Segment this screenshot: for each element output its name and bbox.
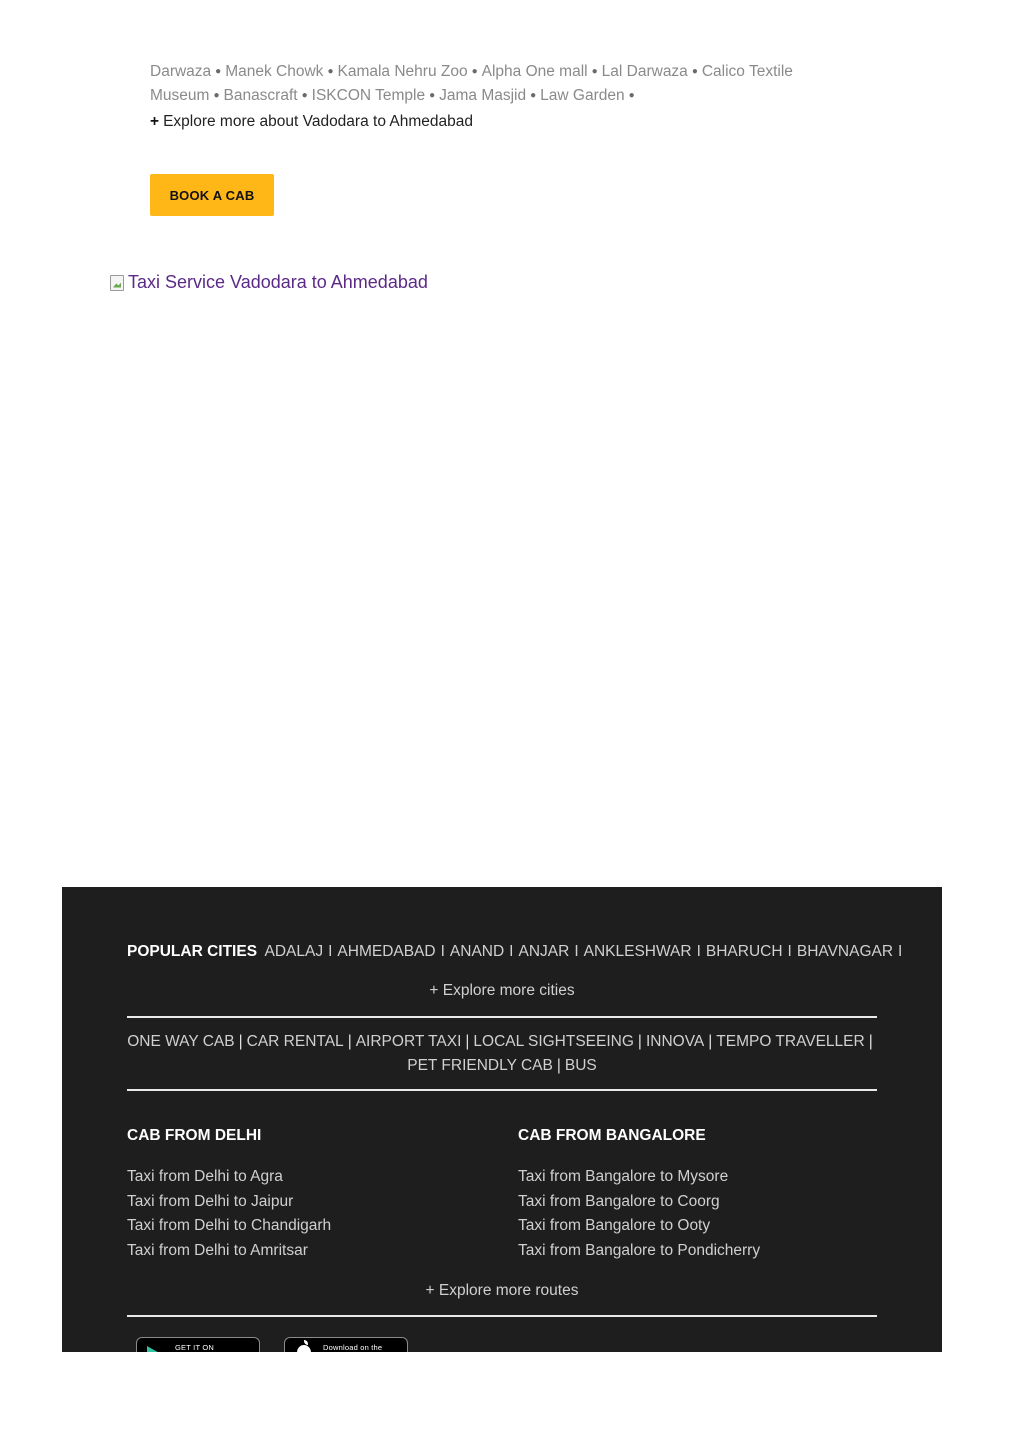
attraction-link[interactable]: ISKCON Temple: [311, 87, 426, 104]
attraction-link[interactable]: Darwaza: [150, 63, 212, 80]
route-link[interactable]: Taxi from Bangalore to Ooty: [518, 1217, 711, 1234]
city-separator: I: [440, 943, 445, 960]
cab-from-bangalore-heading: CAB FROM BANGALORE: [518, 1127, 706, 1144]
bullet-separator: ●: [691, 66, 698, 77]
bullet-separator: ●: [213, 90, 220, 101]
bullet-separator: ●: [471, 66, 478, 77]
attraction-link[interactable]: Jama Masjid: [439, 87, 527, 104]
footer-divider: [127, 1089, 877, 1091]
bullet-separator: ●: [215, 66, 222, 77]
explore-more-label: Explore more about Vadodara to Ahmedabad: [163, 113, 473, 130]
attraction-link[interactable]: Manek Chowk: [225, 63, 324, 80]
explore-more-routes-link[interactable]: + Explore more routes: [425, 1282, 579, 1299]
city-link[interactable]: AHMEDABAD: [337, 943, 436, 960]
attraction-link[interactable]: Kamala Nehru Zoo: [337, 63, 468, 80]
attraction-link[interactable]: Banascraft: [223, 87, 298, 104]
book-a-cab-button[interactable]: BOOK A CAB: [150, 174, 274, 216]
service-link[interactable]: BUS: [564, 1057, 597, 1074]
route-image-alt-text: Taxi Service Vadodara to Ahmedabad: [128, 272, 428, 292]
cab-from-delhi-heading: CAB FROM DELHI: [127, 1127, 262, 1144]
delhi-routes-list: [127, 1165, 331, 1263]
route-link[interactable]: Taxi from Bangalore to Mysore: [518, 1168, 729, 1185]
service-separator: |: [556, 1057, 561, 1074]
bullet-separator: ●: [301, 90, 308, 101]
service-separator: |: [347, 1033, 352, 1050]
service-link[interactable]: PET FRIENDLY CAB: [407, 1057, 553, 1074]
explore-more-cities-link[interactable]: + Explore more cities: [429, 982, 575, 999]
broken-image-icon: [110, 275, 124, 291]
app-store-badge[interactable]: [284, 1337, 408, 1352]
apple-icon: [297, 1345, 311, 1352]
service-separator: |: [637, 1033, 642, 1050]
bullet-separator: ●: [530, 90, 537, 101]
popular-cities-row: [127, 943, 903, 961]
attraction-link[interactable]: Law Garden: [540, 87, 625, 104]
explore-more-route-link[interactable]: [150, 113, 473, 131]
service-link[interactable]: INNOVA: [645, 1033, 705, 1050]
google-play-badge[interactable]: [136, 1337, 260, 1352]
bangalore-routes-list: [518, 1165, 760, 1263]
city-separator: I: [509, 943, 514, 960]
route-link[interactable]: Taxi from Bangalore to Coorg: [518, 1192, 720, 1210]
attraction-link[interactable]: Calico Textile Museum: [150, 63, 793, 104]
city-link[interactable]: ANAND: [449, 943, 505, 960]
attraction-link[interactable]: Alpha One mall: [481, 63, 588, 80]
service-separator: |: [868, 1033, 873, 1050]
city-separator: I: [696, 943, 701, 960]
app-store-badge-text: Download on the: [323, 1343, 383, 1352]
route-link[interactable]: Taxi from Delhi to Amritsar: [127, 1241, 308, 1259]
bullet-separator: ●: [591, 66, 598, 77]
city-separator: I: [898, 943, 903, 960]
google-play-icon: [147, 1346, 163, 1352]
bullet-separator: ●: [429, 90, 436, 101]
service-separator: |: [238, 1033, 243, 1050]
route-link[interactable]: Taxi from Delhi to Agra: [127, 1168, 283, 1185]
site-footer: [62, 887, 942, 1352]
city-link[interactable]: BHARUCH: [705, 943, 783, 960]
service-separator: |: [708, 1033, 713, 1050]
footer-divider: [127, 1016, 877, 1018]
route-link[interactable]: Taxi from Delhi to Jaipur: [127, 1192, 294, 1210]
city-link[interactable]: ADALAJ: [264, 943, 324, 960]
plus-icon: +: [150, 113, 160, 130]
bullet-separator: ●: [327, 66, 334, 77]
service-link[interactable]: ONE WAY CAB: [127, 1033, 235, 1050]
service-link[interactable]: AIRPORT TAXI: [355, 1033, 462, 1050]
route-link[interactable]: Taxi from Bangalore to Pondicherry: [518, 1241, 761, 1259]
google-play-badge-text: GET IT ON: [175, 1343, 215, 1352]
services-row: [127, 1030, 877, 1078]
attraction-link[interactable]: Lal Darwaza: [601, 63, 688, 80]
city-link[interactable]: ANJAR: [518, 943, 570, 960]
city-separator: I: [574, 943, 579, 960]
service-link[interactable]: LOCAL SIGHTSEEING: [473, 1033, 634, 1050]
attractions-list: [150, 60, 840, 108]
route-link[interactable]: Taxi from Delhi to Chandigarh: [127, 1217, 332, 1234]
city-link[interactable]: ANKLESHWAR: [583, 943, 692, 960]
city-separator: I: [787, 943, 792, 960]
route-image[interactable]: [110, 272, 428, 293]
service-link[interactable]: CAR RENTAL: [246, 1033, 344, 1050]
popular-cities-heading: POPULAR CITIES: [127, 943, 258, 960]
bullet-separator: ●: [628, 90, 635, 101]
service-link[interactable]: TEMPO TRAVELLER: [716, 1033, 865, 1050]
footer-divider: [127, 1315, 877, 1317]
city-separator: I: [328, 943, 333, 960]
service-separator: |: [465, 1033, 470, 1050]
city-link[interactable]: BHAVNAGAR: [796, 943, 894, 960]
